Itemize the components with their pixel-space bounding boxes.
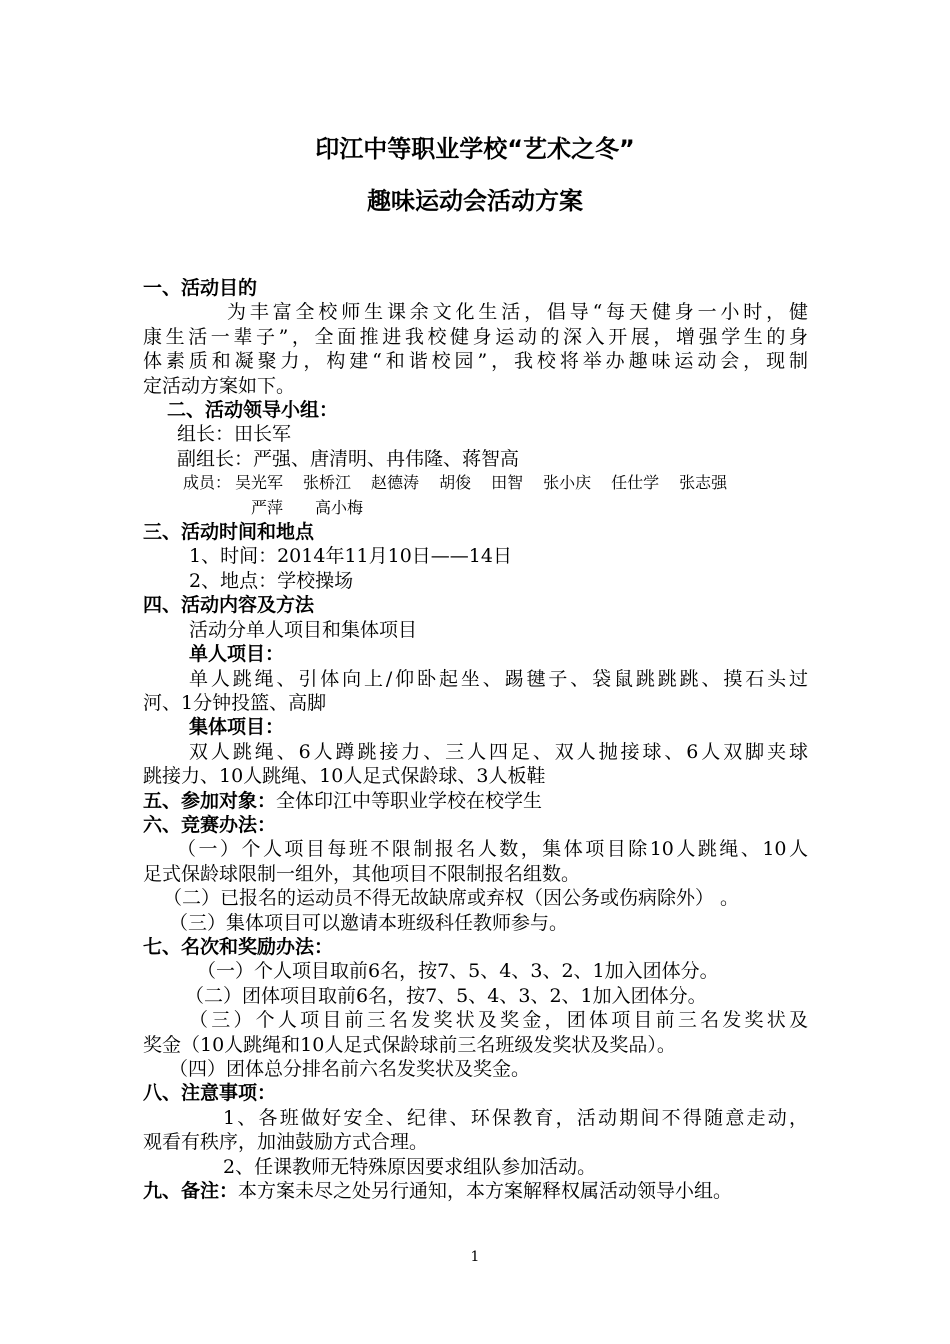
rule-1-line-1: （一）个人项目每班不限制报名人数，集体项目除10人跳绳、10人 xyxy=(177,838,808,861)
note-2: 2、任课教师无特殊原因要求组队参加活动。 xyxy=(223,1155,597,1178)
member-name: 张桥江 xyxy=(303,473,352,493)
award-2: （二）团体项目取前6名，按7、5、4、3、2、1加入团体分。 xyxy=(185,984,707,1007)
section-6-heading: 六、竞赛办法： xyxy=(143,813,277,836)
award-3-line-2: 奖金（10人跳绳和10人足式保龄球前三名班级发奖状及奖品）。 xyxy=(143,1033,676,1056)
purpose-line-1: 为丰富全校师生课余文化生活，倡导“每天健身一小时，健 xyxy=(227,301,808,324)
group-events-heading: 集体项目： xyxy=(189,716,285,739)
remarks-line xyxy=(143,1179,808,1203)
member-name: 田智 xyxy=(491,473,524,493)
purpose-line-3: 体素质和凝聚力，构建“和谐校园”，我校将举办趣味运动会，现制 xyxy=(143,350,808,373)
rule-1-line-2: 足式保龄球限制一组外，其他项目不限制报名组数。 xyxy=(143,862,581,885)
member-name: 严萍 xyxy=(251,497,284,517)
document-subtitle: 趣味运动会活动方案 xyxy=(367,187,583,215)
group-events-line-1: 双人跳绳、6人蹲跳接力、三人四足、双人抛接球、6人双脚夹球 xyxy=(189,740,808,763)
rule-2: （二）已报名的运动员不得无故缺席或弃权（因公务或伤病除外） 。 xyxy=(163,887,740,910)
section-3-heading: 三、活动时间和地点 xyxy=(143,521,315,544)
event-time: 1、时间：2014年11月10日——14日 xyxy=(189,545,512,568)
members-row-2 xyxy=(143,496,808,520)
single-events-line-2: 河、1分钟投篮、高脚 xyxy=(143,691,327,714)
member-name: 赵德涛 xyxy=(371,473,420,493)
note-1-line-1: 1、各班做好安全、纪律、环保教育，活动期间不得随意走动， xyxy=(223,1106,808,1129)
section-9-heading: 九、备注： xyxy=(143,1180,239,1203)
section-8-heading: 八、注意事项： xyxy=(143,1082,277,1105)
award-1: （一）个人项目取前6名，按7、5、4、3、2、1加入团体分。 xyxy=(197,960,719,983)
page-number: 1 xyxy=(470,1249,480,1265)
member-name: 高小梅 xyxy=(315,497,364,517)
member-name: 任仕学 xyxy=(611,473,660,493)
member-name: 张志强 xyxy=(679,473,728,493)
event-place: 2、地点：学校操场 xyxy=(189,569,354,592)
section-5-heading: 五、参加对象： xyxy=(143,789,277,812)
remarks-text: 本方案未尽之处另行通知，本方案解释权属活动领导小组。 xyxy=(238,1180,733,1203)
section-1-heading: 一、活动目的 xyxy=(143,277,258,299)
members-label: 成员： xyxy=(183,473,232,493)
document-title: 印江中等职业学校“艺术之冬” xyxy=(315,135,635,163)
purpose-line-4: 定活动方案如下。 xyxy=(143,374,296,397)
single-events-heading: 单人项目： xyxy=(189,643,285,666)
section-7-heading: 七、名次和奖励办法： xyxy=(143,935,334,958)
purpose-line-2: 康生活一辈子”，全面推进我校健身运动的深入开展，增强学生的身 xyxy=(143,325,808,348)
member-name: 胡俊 xyxy=(439,473,472,493)
deputy-leaders: 副组长：严强、唐清明、冉伟隆、蒋智高 xyxy=(177,447,520,470)
member-name: 吴光军 xyxy=(235,473,284,493)
section-4-heading: 四、活动内容及方法 xyxy=(143,594,315,617)
participants-text: 全体印江中等职业学校在校学生 xyxy=(276,789,543,812)
group-events-line-2: 跳接力、10人跳绳、10人足式保龄球、3人板鞋 xyxy=(143,765,546,788)
document-body xyxy=(143,276,808,1203)
section-2-heading: 二、活动领导小组： xyxy=(167,399,339,422)
group-leader: 组长：田长军 xyxy=(177,423,292,446)
rule-3: （三）集体项目可以邀请本班级科任教师参与。 xyxy=(169,911,569,934)
participants-line xyxy=(143,789,808,813)
content-intro: 活动分单人项目和集体项目 xyxy=(189,618,418,641)
members-row-1 xyxy=(143,471,808,495)
award-4: （四）团体总分排名前六名发奖状及奖金。 xyxy=(169,1058,531,1080)
member-name: 张小庆 xyxy=(543,473,592,493)
single-events-line-1: 单人跳绳、引体向上/仰卧起坐、踢毽子、袋鼠跳跳跳、摸石头过 xyxy=(189,667,808,690)
award-3-line-1: （三）个人项目前三名发奖状及奖金，团体项目前三名发奖状及 xyxy=(189,1009,808,1032)
note-1-line-2: 观看有秩序，加油鼓励方式合理。 xyxy=(143,1131,429,1154)
